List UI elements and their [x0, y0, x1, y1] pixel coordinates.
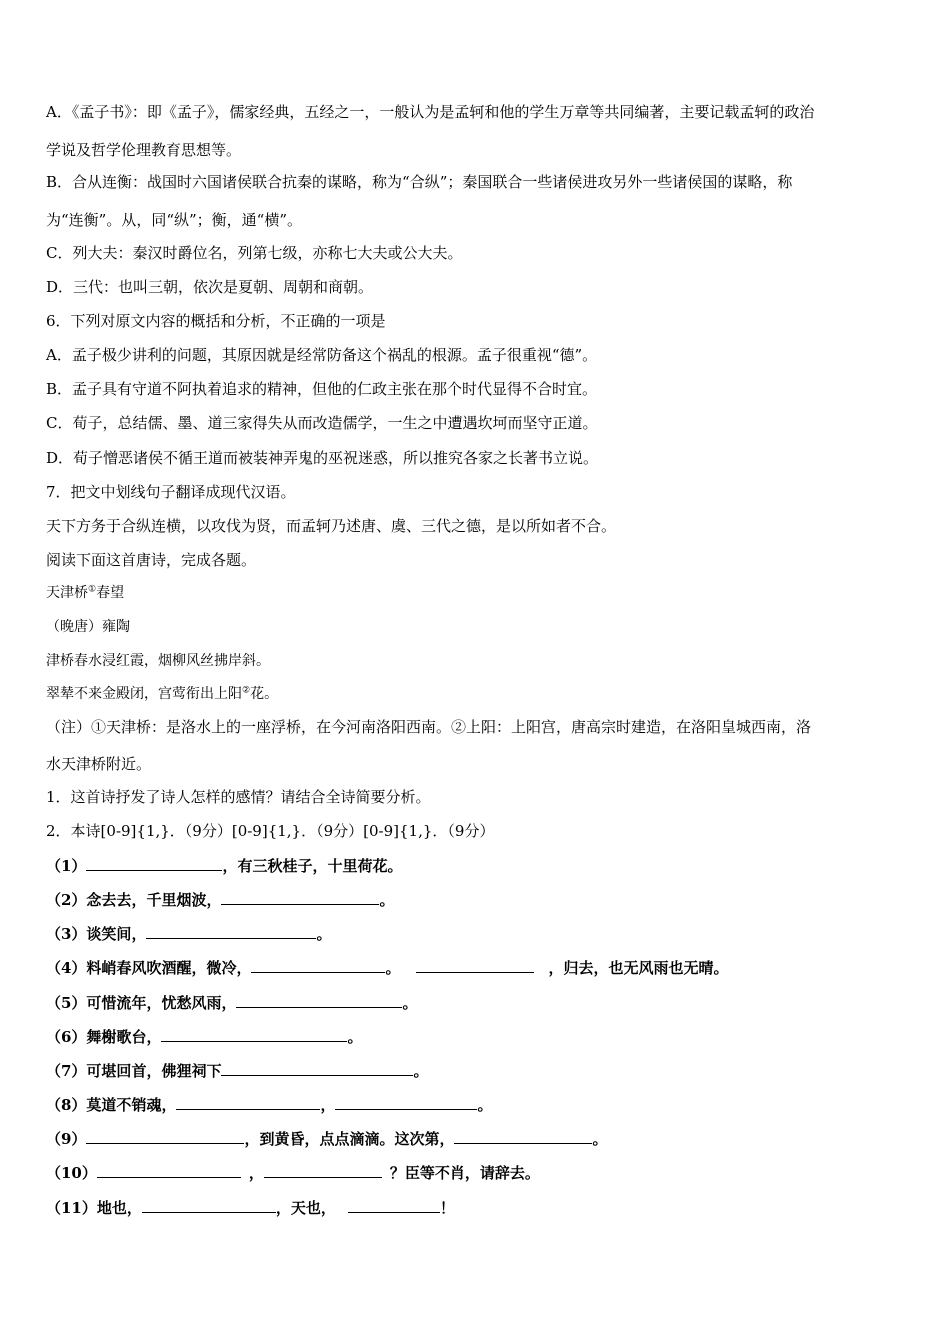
q6-stem: 6．下列对原文内容的概括和分析，不正确的一项是	[46, 312, 386, 330]
answer-blank[interactable]	[176, 1094, 320, 1110]
fill-item-5: （5）可惜流年，忧愁风雨， 。	[46, 994, 418, 1012]
answer-blank[interactable]	[161, 1026, 347, 1042]
poem-title: 天津桥①春望	[46, 584, 125, 601]
q6-option-b: B．孟子具有守道不阿执着追求的精神，但他的仁政主张在那个时代显得不合时宜。	[46, 380, 598, 398]
answer-blank[interactable]	[142, 1197, 276, 1213]
q5-option-b-line1: B．合从连衡：战国时六国诸侯联合抗秦的谋略，称为“合纵”；秦国联合一些诸侯进攻另外一些诸侯国的谋略，称	[46, 173, 793, 191]
poem-note-line2: 水天津桥附近。	[46, 755, 152, 773]
answer-blank[interactable]	[221, 889, 379, 905]
fill-item-3: （3）谈笑间， 。	[46, 925, 332, 943]
poem-question-1: 1．这首诗抒发了诗人怎样的感情？请结合全诗简要分析。	[46, 788, 431, 806]
q7-stem: 7．把文中划线句子翻译成现代汉语。	[46, 483, 296, 501]
fill-item-6: （6）舞榭歌台， 。	[46, 1028, 363, 1046]
answer-blank[interactable]	[348, 1197, 440, 1213]
q5-option-b-line2: 为“连衡”。从，同“纵”；衡，通“横”。	[46, 211, 303, 229]
answer-blank[interactable]	[97, 1162, 241, 1178]
answer-blank[interactable]	[335, 1094, 477, 1110]
poem-intro: 阅读下面这首唐诗，完成各题。	[46, 551, 257, 569]
q5-option-a-line2: 学说及哲学伦理教育思想等。	[46, 141, 242, 159]
q6-option-c: C．荀子，总结儒、墨、道三家得失从而改造儒学，一生之中遭遇坎坷而坚守正道。	[46, 414, 598, 432]
fill-item-7: （7）可堪回首，佛狸祠下 。	[46, 1062, 429, 1080]
poem-author: （晚唐）雍陶	[46, 619, 130, 635]
fill-item-4: （4）料峭春风吹酒醒，微冷， 。 ，归去，也无风雨也无晴。	[46, 959, 729, 977]
fill-item-9: （9） ，到黄昏，点点滴滴。这次第， 。	[46, 1130, 608, 1148]
answer-blank[interactable]	[454, 1128, 592, 1144]
poem-note-line1: （注）①天津桥：是洛水上的一座浮桥，在今河南洛阳西南。②上阳：上阳宫，唐高宗时建造，在洛阳皇城西南，洛	[46, 718, 812, 736]
poem-line-1: 津桥春水浸红霞，烟柳风丝拂岸斜。	[46, 653, 270, 669]
answer-blank[interactable]	[416, 957, 534, 973]
answer-blank[interactable]	[86, 1128, 244, 1144]
fill-item-1: （1） ，有三秋桂子，十里荷花。	[46, 857, 403, 875]
q6-option-a: A．孟子极少讲利的问题，其原因就是经常防备这个祸乱的根源。孟子很重视“德”。	[46, 346, 598, 364]
q6-option-d: D．荀子憎恶诸侯不循王道而被装神弄鬼的巫祝迷惑，所以推究各家之长著书立说。	[46, 449, 599, 467]
answer-blank[interactable]	[236, 992, 402, 1008]
q5-option-c: C．列大夫：秦汉时爵位名，列第七级，亦称七大夫或公大夫。	[46, 244, 463, 262]
answer-blank[interactable]	[251, 957, 385, 973]
answer-blank[interactable]	[264, 1162, 382, 1178]
poem-question-2: 2．本诗[0-9]{1,}．（9分）[0-9]{1,}．（9分）[0-9]{1,}．（9分）	[46, 822, 495, 840]
fill-item-2: （2）念去去，千里烟波， 。	[46, 891, 395, 909]
fill-item-10: （10） ， ？臣等不肖，请辞去。	[46, 1164, 540, 1182]
fill-item-11: （11）地也， ，天也， ！	[46, 1199, 455, 1217]
q5-option-d: D．三代：也叫三朝，依次是夏朝、周朝和商朝。	[46, 278, 374, 296]
answer-blank[interactable]	[86, 855, 222, 871]
q7-sentence: 天下方务于合纵连横，以攻伐为贤，而孟轲乃述唐、虞、三代之德，是以所如者不合。	[46, 517, 617, 535]
answer-blank[interactable]	[146, 923, 316, 939]
poem-line-2: 翠辇不来金殿闭，宫莺衔出上阳②花。	[46, 685, 279, 702]
fill-item-8: （8）莫道不销魂， ， 。	[46, 1096, 493, 1114]
q5-option-a-line1: A．《孟子书》：即《孟子》，儒家经典，五经之一，一般认为是孟轲和他的学生万章等共同编著，主要记载孟轲的政治	[46, 103, 815, 121]
answer-blank[interactable]	[221, 1060, 413, 1076]
